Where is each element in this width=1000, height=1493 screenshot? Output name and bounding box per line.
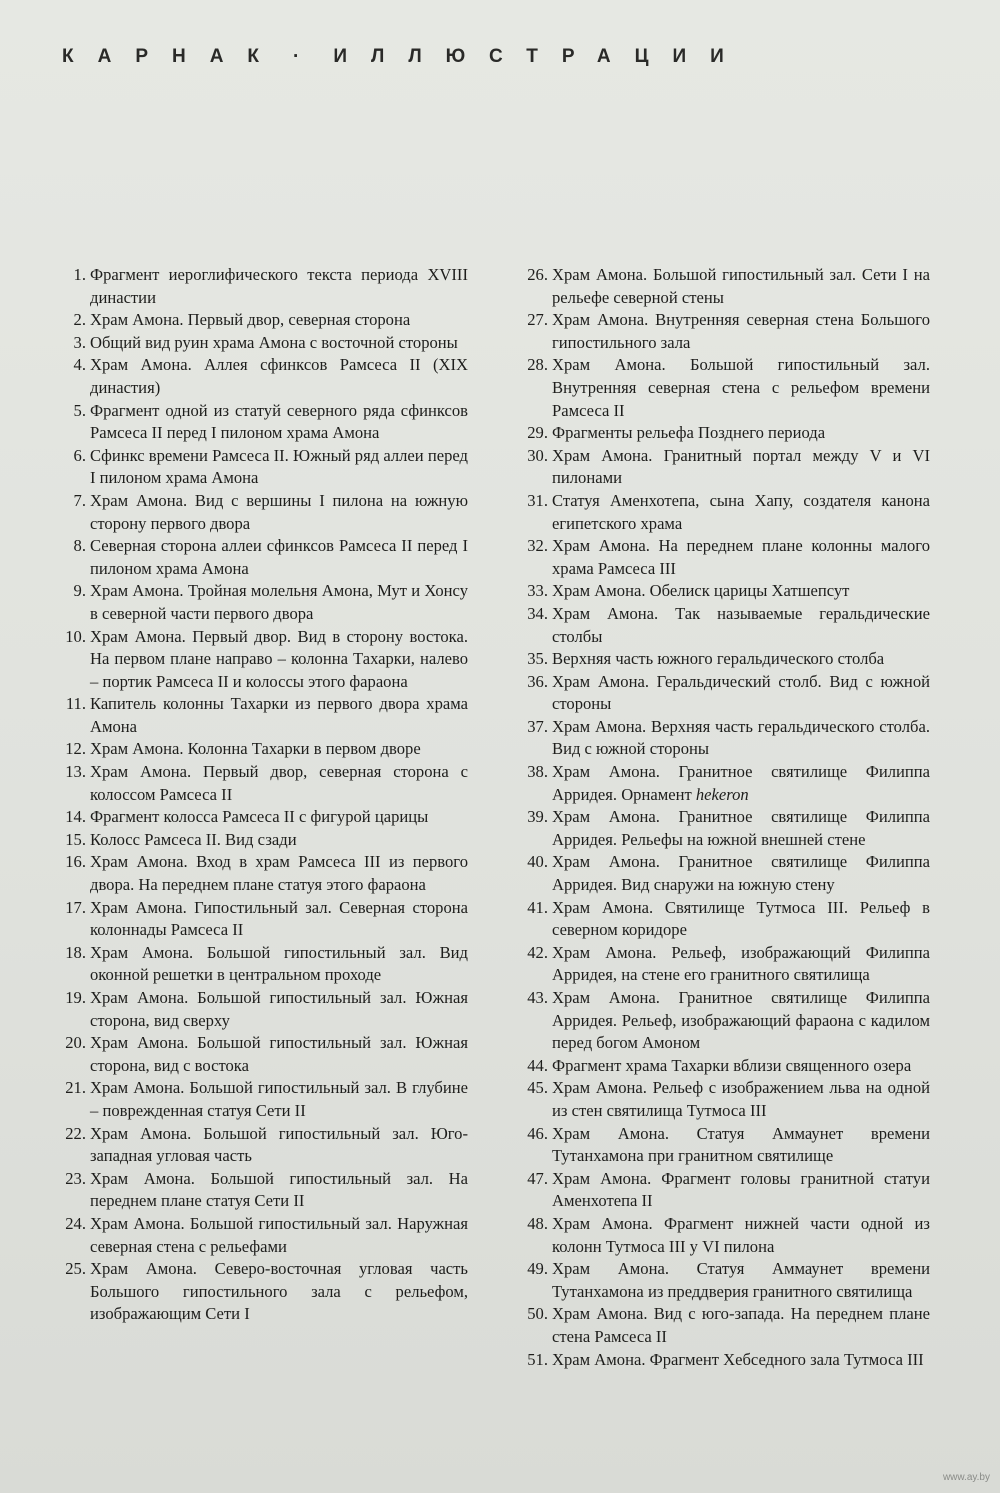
item-number: 14. (65, 807, 86, 827)
item-number: 23. (65, 1168, 86, 1188)
item-number: 27. (527, 310, 548, 330)
list-item (510, 535, 930, 580)
item-caption: Храм Амона. Так называемые геральдические столбы (552, 603, 930, 646)
list-item (48, 897, 468, 942)
list-item (48, 1168, 468, 1213)
list-item (510, 354, 930, 422)
item-caption: Храм Амона. Гранитное святилище Филиппа Арридея. Вид снаружи на южную стену (552, 852, 930, 895)
item-caption: Храм Амона. Вход в храм Рамсеса III из первого двора. На переднем плане статуя этого фараона (90, 852, 468, 895)
list-item (510, 422, 930, 445)
item-caption: Храм Амона. Гранитное святилище Филиппа Арридея. Рельеф, изображающий фараона с кадилом перед богом Амоном (552, 988, 930, 1053)
item-caption: Колосс Рамсеса II. Вид сзади (90, 829, 297, 849)
item-caption: Храм Амона. Гипостильный зал. Северная сторона колоннады Рамсеса II (90, 897, 468, 940)
list-item (48, 1077, 468, 1122)
item-caption: Храм Амона. Фрагмент Хебседного зала Тутмоса III (552, 1349, 924, 1369)
item-number: 8. (73, 536, 86, 556)
header-separator: · (293, 46, 300, 67)
item-number: 44. (527, 1055, 548, 1075)
item-caption: Храм Амона. Святилище Тутмоса III. Рельеф в северном коридоре (552, 897, 930, 940)
list-item (510, 603, 930, 648)
list-item (510, 648, 930, 671)
list-item (48, 806, 468, 829)
item-number: 17. (65, 897, 86, 917)
list-item (48, 1123, 468, 1168)
list-item (510, 1349, 930, 1372)
item-caption: Храм Амона. Вид с юго-запада. На переднем плане стена Рамсеса II (552, 1304, 930, 1346)
item-caption: Храм Амона. Рельеф, изображающий Филиппа Арридея, на стене его гранитного святилища (552, 942, 930, 985)
item-number: 31. (527, 490, 548, 510)
list-item (48, 354, 468, 399)
item-caption: Храм Амона. Большой гипостильный зал. Наружная северная стена с рельефами (90, 1213, 468, 1256)
item-number: 24. (65, 1213, 86, 1233)
list-item (48, 490, 468, 535)
item-number: 30. (527, 445, 548, 465)
item-caption: Фрагмент колосса Рамсеса II с фигурой царицы (90, 807, 429, 827)
item-caption: Храм Амона. Тройная молельня Амона, Мут и Хонсу в северной части первого двора (90, 581, 468, 623)
item-caption: Храм Амона. Аллея сфинксов Рамсеса II (XIX династия) (90, 355, 468, 397)
item-caption: Храм Амона. Большой гипостильный зал. Вид оконной решетки в центральном проходе (90, 942, 468, 985)
item-caption: Храм Амона. Гранитное святилище Филиппа Арридея. Рельефы на южной внешней стене (552, 807, 930, 849)
list-item (48, 445, 468, 490)
item-caption: Храм Амона. Первый двор, северная сторона (90, 310, 411, 330)
item-number: 37. (527, 716, 548, 736)
item-number: 41. (527, 897, 548, 917)
item-caption: Храм Амона. Первый двор. Вид в сторону востока. На первом плане направо – колонна Тахарки, налево – портик Рамсеса II и колоссы этого фараона (90, 626, 468, 691)
item-number: 34. (527, 603, 548, 623)
item-number: 6. (73, 445, 86, 465)
item-caption: Храм Амона. Большой гипостильный зал. На переднем плане статуя Сети II (90, 1168, 468, 1211)
list-item (510, 1258, 930, 1303)
item-caption: Храм Амона. Большой гипостильный зал. Сети I на рельефе северной стены (552, 265, 930, 307)
list-item (48, 332, 468, 355)
list-item (48, 693, 468, 738)
item-number: 21. (65, 1078, 86, 1098)
item-number: 7. (73, 490, 86, 510)
item-number: 22. (65, 1123, 86, 1143)
list-item (48, 829, 468, 852)
list-item (510, 1303, 930, 1348)
item-number: 49. (527, 1259, 548, 1279)
item-caption: Статуя Аменхотепа, сына Хапу, создателя канона египетского храма (552, 490, 930, 533)
header-title: КАРНАК (62, 46, 284, 67)
list-item (48, 851, 468, 896)
list-item (510, 1055, 930, 1078)
item-caption: Храм Амона. Гранитное святилище Филиппа Арридея. Орнамент (552, 762, 930, 804)
item-number: 42. (527, 942, 548, 962)
list-item (510, 761, 930, 806)
item-caption: Храм Амона. Большой гипостильный зал. Южная сторона, вид сверху (90, 988, 468, 1030)
list-item (510, 490, 930, 535)
item-caption: Капитель колонны Тахарки из первого двора храма Амона (90, 694, 468, 736)
item-number: 5. (73, 400, 86, 420)
item-number: 40. (527, 852, 548, 872)
item-caption: Храм Амона. Большой гипостильный зал. Внутренняя северная стена с рельефом времени Рамсеса II (552, 355, 930, 420)
list-item (48, 626, 468, 694)
list-item (510, 1077, 930, 1122)
item-number: 35. (527, 649, 548, 669)
item-number: 46. (527, 1123, 548, 1143)
list-item (510, 264, 930, 309)
item-caption: Храм Амона. На переднем плане колонны малого храма Рамсеса III (552, 536, 930, 578)
item-caption: Фрагмент иероглифического текста периода XVIII династии (90, 265, 468, 307)
item-caption: Фрагмент одной из статуй северного ряда сфинксов Рамсеса II перед I пилоном храма Амона (90, 400, 468, 443)
item-caption: Храм Амона. Первый двор, северная сторона с колоссом Рамсеса II (90, 762, 468, 804)
item-number: 19. (65, 988, 86, 1007)
item-caption: Храм Амона. Обелиск царицы Хатшепсут (552, 581, 850, 601)
list-item (48, 580, 468, 625)
item-number: 28. (527, 355, 548, 375)
list-item (48, 400, 468, 445)
list-item (48, 942, 468, 987)
item-number: 32. (527, 536, 548, 556)
list-item (510, 1213, 930, 1258)
item-number: 45. (527, 1078, 548, 1098)
item-number: 26. (527, 265, 548, 284)
item-caption: Общий вид руин храма Амона с восточной стороны (90, 332, 458, 352)
item-caption: Верхняя часть южного геральдического столба (552, 649, 885, 669)
list-item (48, 761, 468, 806)
item-number: 33. (527, 581, 548, 601)
item-number: 51. (527, 1349, 548, 1369)
list-item (510, 309, 930, 354)
item-caption: Фрагменты рельефа Позднего периода (552, 423, 826, 443)
item-number: 43. (527, 988, 548, 1007)
item-number: 15. (65, 829, 86, 849)
list-item (48, 987, 468, 1032)
item-caption: Храм Амона. Северо-восточная угловая часть Большого гипостильного зала с рельефом, изображающим Сети I (90, 1259, 468, 1324)
item-caption: Храм Амона. Большой гипостильный зал. Южная сторона, вид с востока (90, 1033, 468, 1075)
item-caption: Храм Амона. Гранитный портал между V и VI пилонами (552, 445, 930, 488)
item-number: 25. (65, 1259, 86, 1279)
item-caption: Фрагмент храма Тахарки вблизи священного озера (552, 1055, 912, 1075)
item-number: 47. (527, 1168, 548, 1188)
item-caption: Северная сторона аллеи сфинксов Рамсеса II перед I пилоном храма Амона (90, 536, 468, 578)
item-caption: Храм Амона. Колонна Тахарки в первом дворе (90, 739, 421, 759)
list-item (510, 580, 930, 603)
item-number: 20. (65, 1033, 86, 1053)
item-caption: Храм Амона. Внутренняя северная стена Большого гипостильного зала (552, 310, 930, 352)
list-item (510, 806, 930, 851)
item-number: 36. (527, 671, 548, 691)
item-caption: Храм Амона. Вид с вершины I пилона на южную сторону первого двора (90, 490, 468, 533)
item-number: 4. (73, 355, 86, 375)
item-caption-italic: hekeron (695, 784, 749, 804)
header-subtitle: ИЛЛЮСТРАЦИИ (333, 46, 748, 67)
list-item (510, 851, 930, 896)
item-caption: Храм Амона. Большой гипостильный зал. В глубине – поврежденная статуя Сети II (90, 1078, 468, 1120)
item-caption: Храм Амона. Рельеф с изображением льва на одной из стен святилища Тутмоса III (552, 1078, 930, 1120)
item-caption: Сфинкс времени Рамсеса II. Южный ряд аллеи перед I пилоном храма Амона (90, 445, 468, 488)
item-number: 1. (73, 265, 86, 284)
list-item (48, 738, 468, 761)
list-item (510, 671, 930, 716)
item-caption: Храм Амона. Верхняя часть геральдического столба. Вид с южной стороны (552, 716, 930, 759)
list-item (510, 1168, 930, 1213)
item-number: 10. (65, 626, 86, 646)
list-item (48, 1032, 468, 1077)
item-caption: Храм Амона. Фрагмент головы гранитной статуи Аменхотепа II (552, 1168, 930, 1211)
item-number: 11. (65, 694, 86, 714)
list-item (48, 1258, 468, 1326)
list-item (48, 535, 468, 580)
illustration-list-right (510, 264, 930, 1371)
item-caption: Храм Амона. Геральдический столб. Вид с южной стороны (552, 671, 930, 714)
item-number: 13. (65, 762, 86, 782)
item-number: 9. (73, 581, 86, 601)
list-item (48, 1213, 468, 1258)
list-item (510, 942, 930, 987)
list-item (510, 987, 930, 1055)
item-number: 48. (527, 1213, 548, 1233)
item-number: 50. (527, 1304, 548, 1324)
item-number: 16. (65, 852, 86, 872)
list-item (48, 264, 468, 309)
illustration-list-left (48, 264, 468, 1326)
list-item (48, 309, 468, 332)
item-number: 18. (65, 942, 86, 962)
item-caption: Храм Амона. Статуя Аммаунет времени Тутанхамона из преддверия гранитного святилища (552, 1259, 930, 1301)
item-caption: Храм Амона. Большой гипостильный зал. Юго-западная угловая часть (90, 1123, 468, 1166)
list-item (510, 1123, 930, 1168)
watermark: www.ay.by (942, 1472, 990, 1483)
item-number: 38. (527, 762, 548, 782)
item-number: 29. (527, 423, 548, 443)
item-number: 3. (73, 332, 86, 352)
item-number: 39. (527, 807, 548, 827)
list-item (510, 897, 930, 942)
item-caption: Храм Амона. Фрагмент нижней части одной из колонн Тутмоса III у VI пилона (552, 1213, 930, 1256)
item-caption: Храм Амона. Статуя Аммаунет времени Тутанхамона при гранитном святилище (552, 1123, 930, 1166)
item-number: 12. (65, 739, 86, 759)
list-item (510, 445, 930, 490)
item-number: 2. (73, 310, 86, 330)
list-item (510, 716, 930, 761)
running-header (62, 46, 942, 68)
